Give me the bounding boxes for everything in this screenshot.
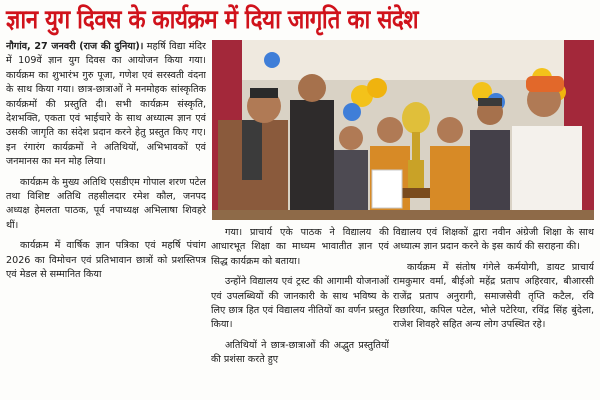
left-column xyxy=(6,40,206,398)
right-column xyxy=(393,226,594,398)
event-photo-illustration xyxy=(212,40,594,220)
paragraph: कार्यक्रम में वार्षिक ज्ञान पत्रिका एवं महर्षि पंचांग 2026 का विमोचन एवं प्रतिभावान छात्रों को प्रशस्तिपत्र एवं मेडल से सम्मानित किया xyxy=(6,240,206,281)
paragraph: कार्यक्रम के मुख्य अतिथि एसडीएम गोपाल शरण पटेल तथा विशिष्ट अतिथि तहसीलदार रमेश कौल, जनपद अध्यक्ष हेमलता पाठक, पूर्व नपाध्यक्ष अभिलाषा शिवहरे थीं। xyxy=(6,176,206,231)
paragraph-body: महर्षि विद्या मंदिर में 109वें ज्ञान युग दिवस का आयोजन किया गया। कार्यक्रम का शुभारंभ गुरु पूजा, गणेश एवं सरस्वती वंदना के साथ किया गया। छात्र-छात्राओं ने मनमोहक सांस्कृतिक कार्यक्रमों की प्रस्तुति दी। सभी कार्यक्रम संस्कृति, देशभक्ति, एकता एवं भाईचारे के साथ अध्यात्म ज्ञान एवं उसकी जागृति का संदेश प्रदान करने हेतु प्रस्तुत किए गए। इन रंगारंग कार्यक्रमों ने अतिथियों, अभिभावकों एवं जनमानस का मन मोह लिया। xyxy=(6,41,206,168)
middle-column xyxy=(211,226,389,398)
dateline: नौगांव, 27 जनवरी (राज की दुनिया)। xyxy=(6,41,144,52)
event-photo xyxy=(212,40,594,220)
paragraph: गया। प्राचार्य एके पाठक ने विद्यालय की आधारभूत शिक्षा का माध्यम भावातीत ज्ञान एवं सिद्ध कार्यक्रम को बताया। xyxy=(211,227,389,267)
paragraph: अतिथियों ने छात्र-छात्राओं की अद्भुत प्रस्तुतियों की प्रशंसा करते हुए xyxy=(211,339,389,366)
paragraph: उन्होंने विद्यालय एवं ट्रस्ट की आगामी योजनाओं एवं उपलब्धियों की जानकारी के साथ भविष्य के लिए छात्र हित एवं विद्यालय नीतियों का वर्णन प्रस्तुत किया। xyxy=(211,276,389,331)
paragraph: कार्यक्रम में संतोष गंगेले कर्मयोगी, डायट प्राचार्य रामकुमार वर्मा, बीईओ महेंद्र प्रताप अहिरवार, बीआरसी राजेंद्र प्रताप अनुरागी, समाजसेवी तृप्ति कटैल, रवि रिछारिया, कपिल पटेल, भोले पटेरिया, रविंद्र सिंह बुंदेला, राजेश शिवहरे सहित अन्य लोग उपस्थित रहे। xyxy=(393,261,594,331)
paragraph xyxy=(6,40,206,170)
headline: ज्ञान युग दिवस के कार्यक्रम में दिया जागृति का संदेश xyxy=(6,5,419,35)
paragraph: विद्यालय एवं शिक्षकों द्वारा नवीन अंग्रेजी शिक्षा के साथ अध्यात्म ज्ञान प्रदान करने के इस कार्य की सराहना की। xyxy=(393,227,594,253)
